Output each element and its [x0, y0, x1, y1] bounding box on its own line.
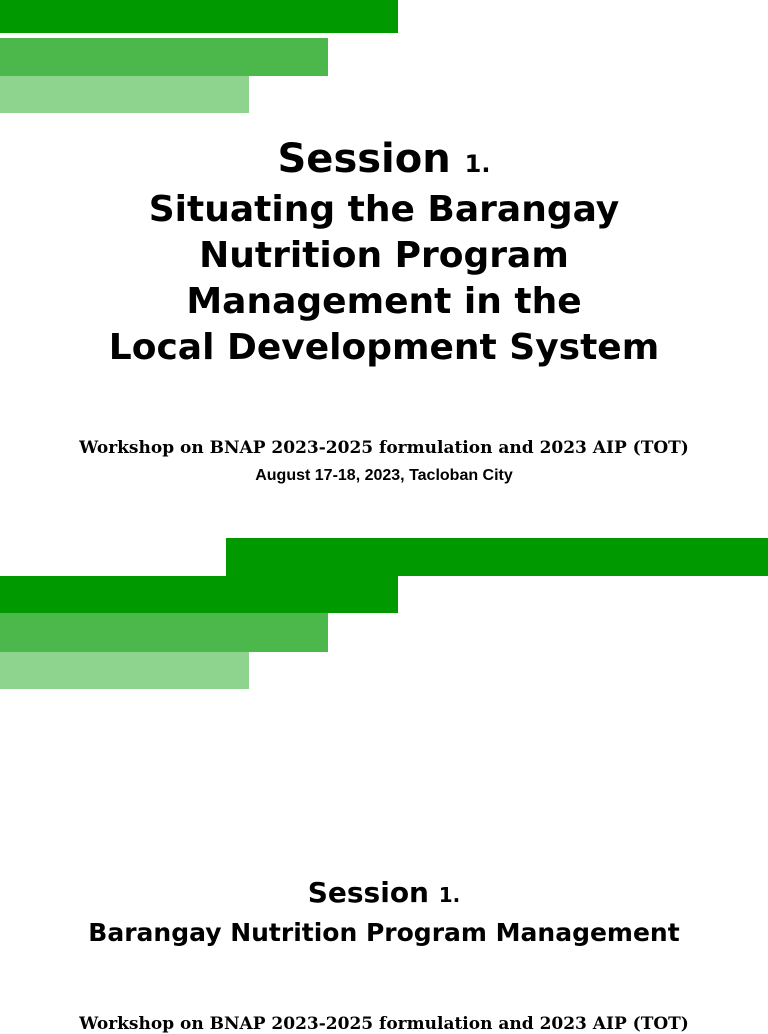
top-bar-dark [0, 0, 398, 33]
slide2-session-heading [0, 874, 768, 914]
slide2-bar-medium [0, 613, 328, 652]
top-bar-light [0, 76, 249, 113]
slide2-session-word: Session [307, 876, 429, 909]
slide2-title [0, 874, 768, 952]
slide2-workshop-text: Workshop on BNAP 2023-2025 formulation and 2023 AIP (TOT) [79, 1014, 689, 1034]
slide1-title-line-2: Nutrition Program [199, 235, 569, 276]
slide1-workshop-text: Workshop on BNAP 2023-2025 formulation and 2023 AIP (TOT) [79, 438, 689, 458]
slide1-title [0, 136, 768, 371]
slide2-title-line-1: Barangay Nutrition Program Management [88, 918, 680, 947]
slide1-title-line-1: Situating the Barangay [148, 189, 620, 230]
slide1-title-line-4: Local Development System [108, 327, 660, 368]
slide1-date-text: August 17-18, 2023, Tacloban City [255, 467, 513, 484]
divider-bar-right [226, 538, 768, 576]
slide2-bar-light [0, 652, 249, 689]
slide1-title-line-3: Management in the [186, 281, 582, 322]
slide2-session-number: 1. [438, 883, 461, 907]
top-bar-medium [0, 38, 328, 76]
slide1-session-number: 1. [464, 150, 491, 178]
slide1-session-heading [0, 136, 768, 187]
slide1-session-word: Session [277, 136, 451, 182]
slide2-bar-dark [0, 576, 398, 613]
